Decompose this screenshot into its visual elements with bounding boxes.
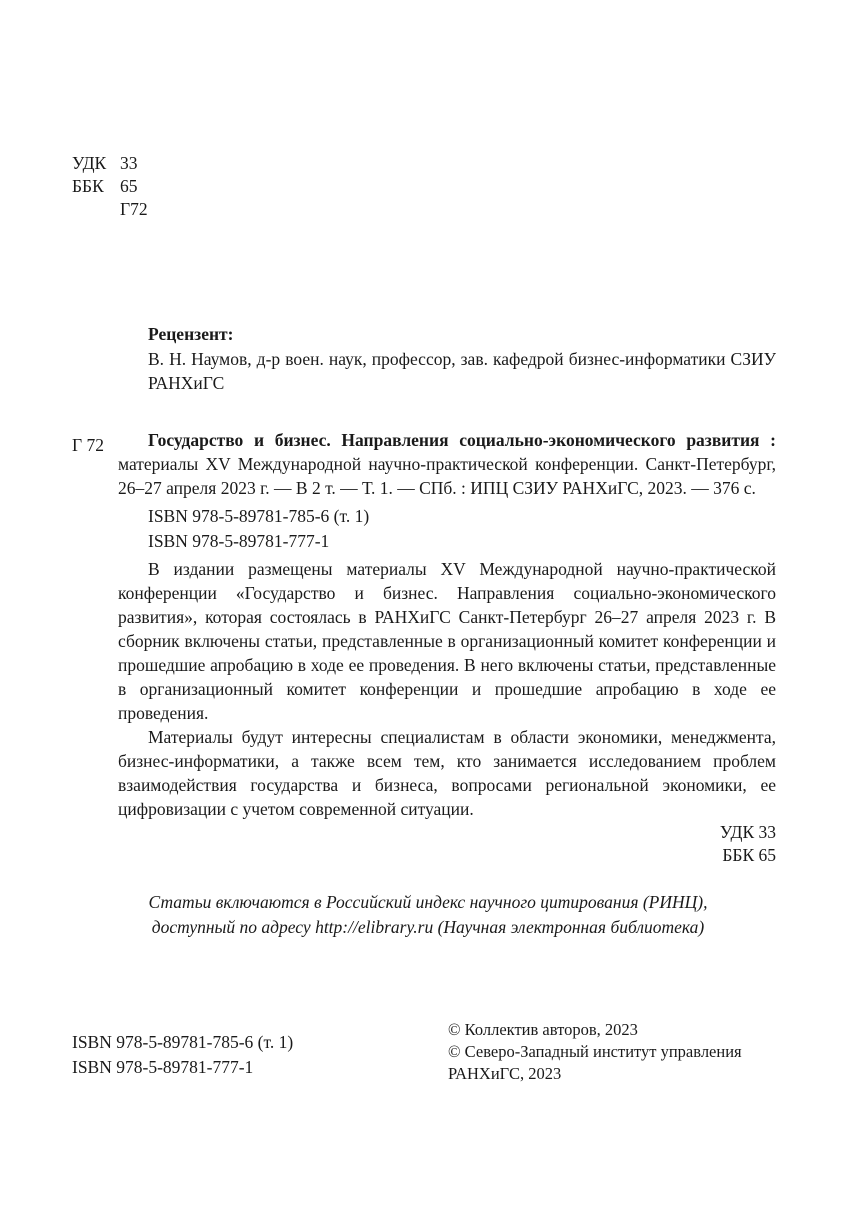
annotation-paragraph-1: В издании размещены материалы XV Международной научно-практической конференции «Государство и бизнес. Направления социально-экономического развития», которая состоялась в РАНХиГС Санкт-Петербург 26–27 апреля 2023 г. В сборник включены статьи, представленные в организационный комитет конференции и прошедшие апробацию в ходе ее проведения. В него включены статьи, представленные в организационный комитет конференции и прошедшие апробацию в ходе ее проведения. xyxy=(118,559,776,723)
entry-bbk-code: ББК 65 xyxy=(722,845,776,865)
bbk-value: 65 xyxy=(120,176,138,196)
footer-isbn-volume: ISBN 978-5-89781-785-6 (т. 1) xyxy=(72,1032,294,1052)
udc-value: 33 xyxy=(120,153,138,173)
entry-udc-code: УДК 33 xyxy=(719,822,776,842)
reviewer-heading: Рецензент: xyxy=(148,324,234,344)
reviewer-text: В. Н. Наумов, д-р воен. наук, профессор, зав. кафедрой бизнес-информатики СЗИУ РАНХиГС xyxy=(148,349,776,393)
annotation-paragraph-2: Материалы будут интересны специалистам в области экономики, менеджмента, бизнес-информатики, а также всем тем, кто занимается исследованием проблем взаимодействия государства и бизнеса, вопросами региональной экономики, ее цифровизации с учетом современной ситуации. xyxy=(118,727,776,819)
copyright-block xyxy=(448,1019,742,1085)
footer-isbn-set: ISBN 978-5-89781-777-1 xyxy=(72,1057,254,1077)
reviewer-block xyxy=(148,323,776,395)
entry-author-mark: Г 72 xyxy=(72,435,104,455)
author-mark-top: Г72 xyxy=(120,199,148,219)
indexing-note-line-2: доступный по адресу http://elibrary.ru (Научная электронная библиотека) xyxy=(151,917,705,937)
bbk-label: ББК xyxy=(72,176,104,196)
copyright-institute-cont: РАНХиГС, 2023 xyxy=(448,1064,562,1083)
classification-block xyxy=(72,152,148,221)
copyright-authors: © Коллектив авторов, 2023 xyxy=(448,1020,638,1039)
copyright-institute: © Северо-Западный институт управления xyxy=(448,1042,742,1061)
udc-label: УДК xyxy=(72,153,107,173)
indexing-note-line-1: Статьи включаются в Российский индекс научного цитирования (РИНЦ), xyxy=(148,892,708,912)
entry-isbn-volume: ISBN 978-5-89781-785-6 (т. 1) xyxy=(148,506,370,526)
indexing-note xyxy=(80,890,776,940)
footer-isbn-block xyxy=(72,1030,293,1080)
entry-description xyxy=(118,428,776,500)
entry-details: материалы XV Международной научно-практической конференции. Санкт-Петербург, 26–27 апреля 2023 г. — В 2 т. — Т. 1. — СПб. : ИПЦ СЗИУ РАНХиГС, 2023. — 376 с. xyxy=(118,454,776,498)
bbk-row xyxy=(72,175,148,198)
bibliographic-entry xyxy=(118,428,776,867)
entry-codes xyxy=(118,821,776,867)
entry-title: Государство и бизнес. Направления социально-экономического развития : xyxy=(148,430,776,450)
entry-isbn-set: ISBN 978-5-89781-777-1 xyxy=(148,530,330,551)
udc-row xyxy=(72,152,148,175)
